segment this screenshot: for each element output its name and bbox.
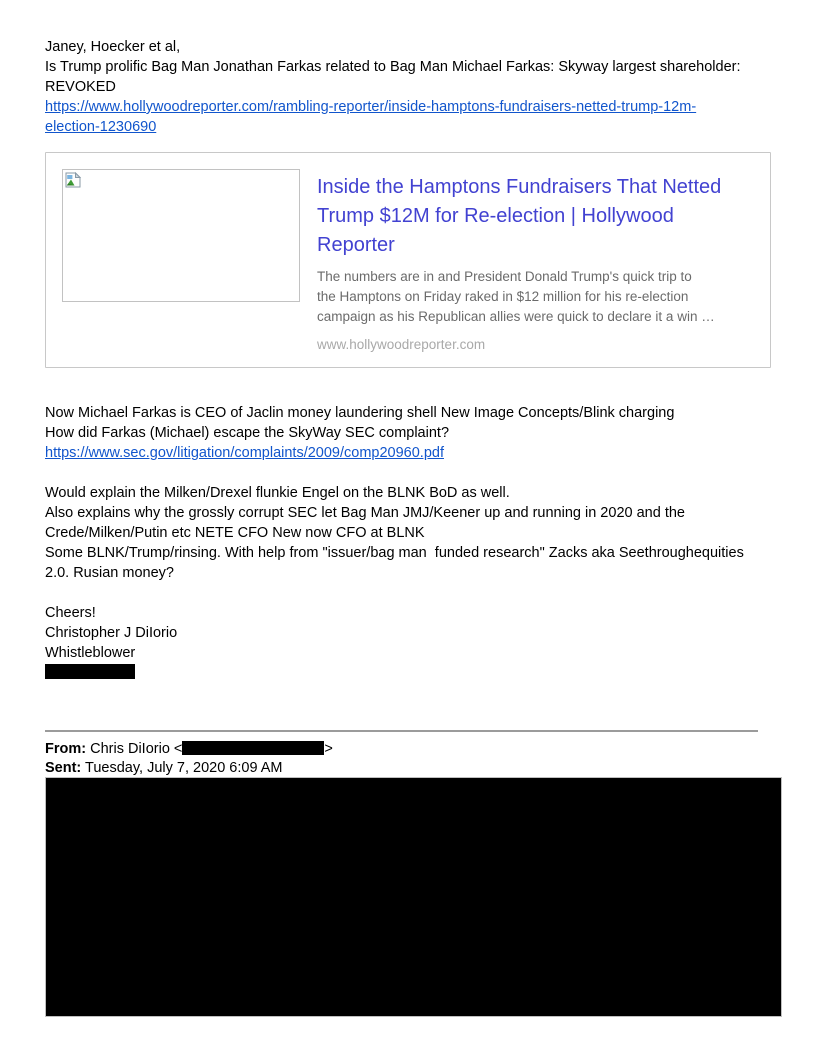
card-description: The numbers are in and President Donald Trump's quick trip to the Hamptons on Friday raked in $12 million for his re-election campaign as his Republican allies were quick to declare it a win … <box>317 269 715 324</box>
text-line: REVOKED <box>45 79 116 95</box>
text-line: Cheers! <box>45 605 96 621</box>
link-preview-card[interactable] <box>45 152 771 368</box>
signature-block <box>45 603 177 663</box>
sec-complaint-link[interactable] <box>45 443 674 463</box>
redaction-bar-email <box>182 741 324 755</box>
hollywoodreporter-article-link[interactable] <box>45 97 741 137</box>
link-text-line[interactable]: https://www.hollywoodreporter.com/rambling-reporter/inside-hamptons-fundraisers-netted-trump-12m- <box>45 99 697 115</box>
intro-paragraph <box>45 37 741 137</box>
text-line: 2.0. Rusian money? <box>45 565 174 581</box>
link-text-line[interactable]: https://www.sec.gov/litigation/complaints/2009/comp20960.pdf <box>45 445 444 461</box>
redaction-bar-signature <box>45 664 135 679</box>
text-line: Also explains why the grossly corrupt SEC let Bag Man JMJ/Keener up and running in 2020 and the <box>45 505 685 521</box>
broken-image-icon <box>65 172 81 188</box>
sent-label: Sent: <box>45 760 82 776</box>
text-line: Now Michael Farkas is CEO of Jaclin money laundering shell New Image Concepts/Blink charging <box>45 405 675 421</box>
quoted-message-divider <box>45 730 758 732</box>
quoted-from-line <box>45 740 333 759</box>
from-close-bracket: > <box>324 741 333 757</box>
text-line: How did Farkas (Michael) escape the SkyWay SEC complaint? <box>45 425 450 441</box>
thumbnail-placeholder <box>62 169 300 302</box>
card-title[interactable]: Inside the Hamptons Fundraisers That Netted Trump $12M for Re-election | Hollywood Reporter <box>317 176 722 256</box>
link-text-line[interactable]: election-1230690 <box>45 119 157 135</box>
text-line: Would explain the Milken/Drexel flunkie Engel on the BLNK BoD as well. <box>45 485 510 501</box>
redaction-block-large <box>45 777 782 1017</box>
text-line: Christopher J DiIorio <box>45 625 178 641</box>
body-paragraph-2 <box>45 403 674 463</box>
text-line: Janey, Hoecker et al, <box>45 39 181 55</box>
sent-value: Tuesday, July 7, 2020 6:09 AM <box>81 760 283 776</box>
body-paragraph-3 <box>45 483 744 583</box>
text-line: Crede/Milken/Putin etc NETE CFO New now CFO at BLNK <box>45 525 425 541</box>
card-source-url: www.hollywoodreporter.com <box>317 337 486 352</box>
from-value: Chris DiIorio < <box>86 741 183 757</box>
text-line: Is Trump prolific Bag Man Jonathan Farkas related to Bag Man Michael Farkas: Skyway largest shareholder: <box>45 59 741 75</box>
text-line: Some BLNK/Trump/rinsing. With help from "issuer/bag man funded research" Zacks aka Seethroughequities <box>45 545 744 561</box>
text-line: Whistleblower <box>45 645 136 661</box>
quoted-sent-line <box>45 759 283 778</box>
from-label: From: <box>45 741 87 757</box>
